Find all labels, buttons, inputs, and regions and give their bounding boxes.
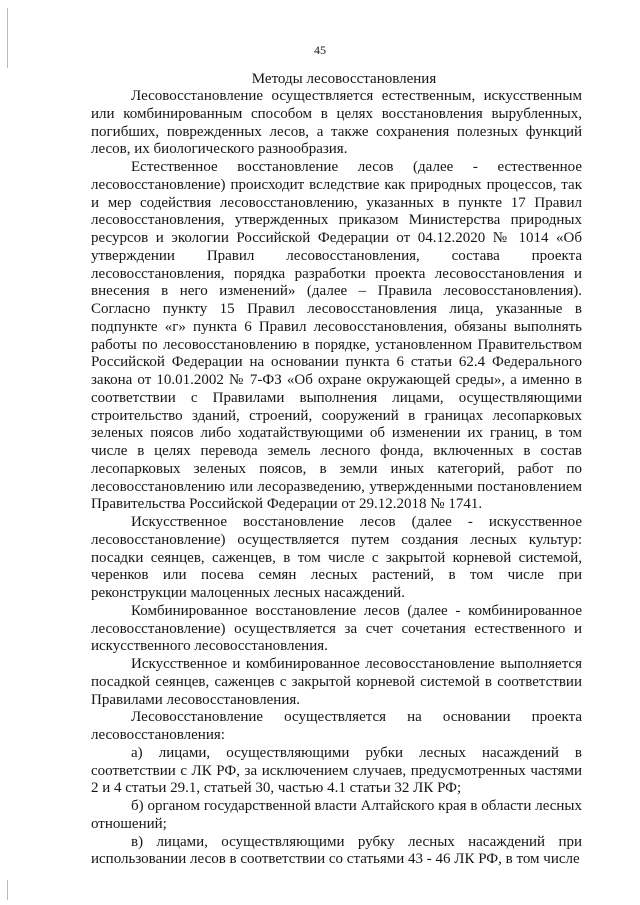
list-item: в) лицами, осуществляющими рубку лесных насаждений при использовании лесов в соответствии со статьями 43 - 46 ЛК РФ, в том числе [91, 833, 582, 868]
list-item: а) лицами, осуществляющими рубки лесных насаждений в соответствии с ЛК РФ, за исключением случаев, предусмотренных частями 2 и 4 статьи 29.1, статьей 30, частью 4.1 статьи 32 ЛК РФ; [91, 744, 582, 797]
paragraph: Искусственное восстановление лесов (далее - искусственное лесовосстановление) осуществляется путем создания лесных культур: посадки сеянцев, саженцев, в том числе с закрытой корневой системой, черенков или посева семян лесных растений, в том числе при реконструкции малоценных лесных насаждений. [91, 514, 582, 601]
margin-mark-top [7, 8, 8, 68]
margin-mark-bottom [7, 880, 8, 900]
paragraph: Лесовосстановление осуществляется естественным, искусственным или комбинированным способом в целях восстановления вырубленных, погибших, поврежденных лесов, а также сохранения полезных функций лесов, их биологического разнообразия. [91, 88, 582, 158]
section-title: Методы лесовосстановления [251, 71, 437, 87]
body-text [91, 88, 582, 869]
list-item: б) органом государственной власти Алтайского края в области лесных отношений; [91, 798, 582, 832]
paragraph: Лесовосстановление осуществляется на основании проекта лесовосстановления: [91, 709, 582, 743]
paragraph: Естественное восстановление лесов (далее - естественное лесовосстановление) происходит вследствие как природных процессов, так и мер содействия лесовосстановлению, указанных в пункте 17 Правил лесовосстановления, утвержденных приказом Министерства природных ресурсов и экологии Российской Федерации от 04.12.2020 № 1014 «Об утверждении Правил лесовосстановления, состава проекта лесовосстановления, порядка разработки проекта лесовосстановления и внесения в него изменений» (далее – Правила лесовосстановления). Согласно пункту 15 Правил лесовосстановления лица, указанные в подпункте «г» пункта 6 Правил лесовосстановления, обязаны выполнять работы по лесовосстановлению в порядке, установленном Правительством Российской Федерации на основании пункта 6 статьи 62.4 Федерального закона от 10.01.2002 № 7-ФЗ «Об охране окружающей среды», а именно в соответствии с Правилами выполнения лицами, осуществляющими строительство зданий, строений, сооружений в границах лесопарковых зеленых поясов либо ходатайствующими об изменении их границ, в том числе в целях перевода земель лесного фонда, включенных в состав лесопарковых зеленых поясов, в земли иных категорий, работ по лесовосстановлению или лесоразведению, утвержденными постановлением Правительства Российской Федерации от 29.12.2018 № 1741. [91, 159, 582, 513]
paragraph: Комбинированное восстановление лесов (далее - комбинированное лесовосстановление) осуществляется за счет сочетания естественного и искусственного лесовосстановления. [91, 602, 582, 655]
page-number: 45 [314, 43, 326, 57]
paragraph: Искусственное и комбинированное лесовосстановление выполняется посадкой сеянцев, саженцев с закрытой корневой системой в соответствии Правилами лесовосстановления. [91, 656, 582, 708]
